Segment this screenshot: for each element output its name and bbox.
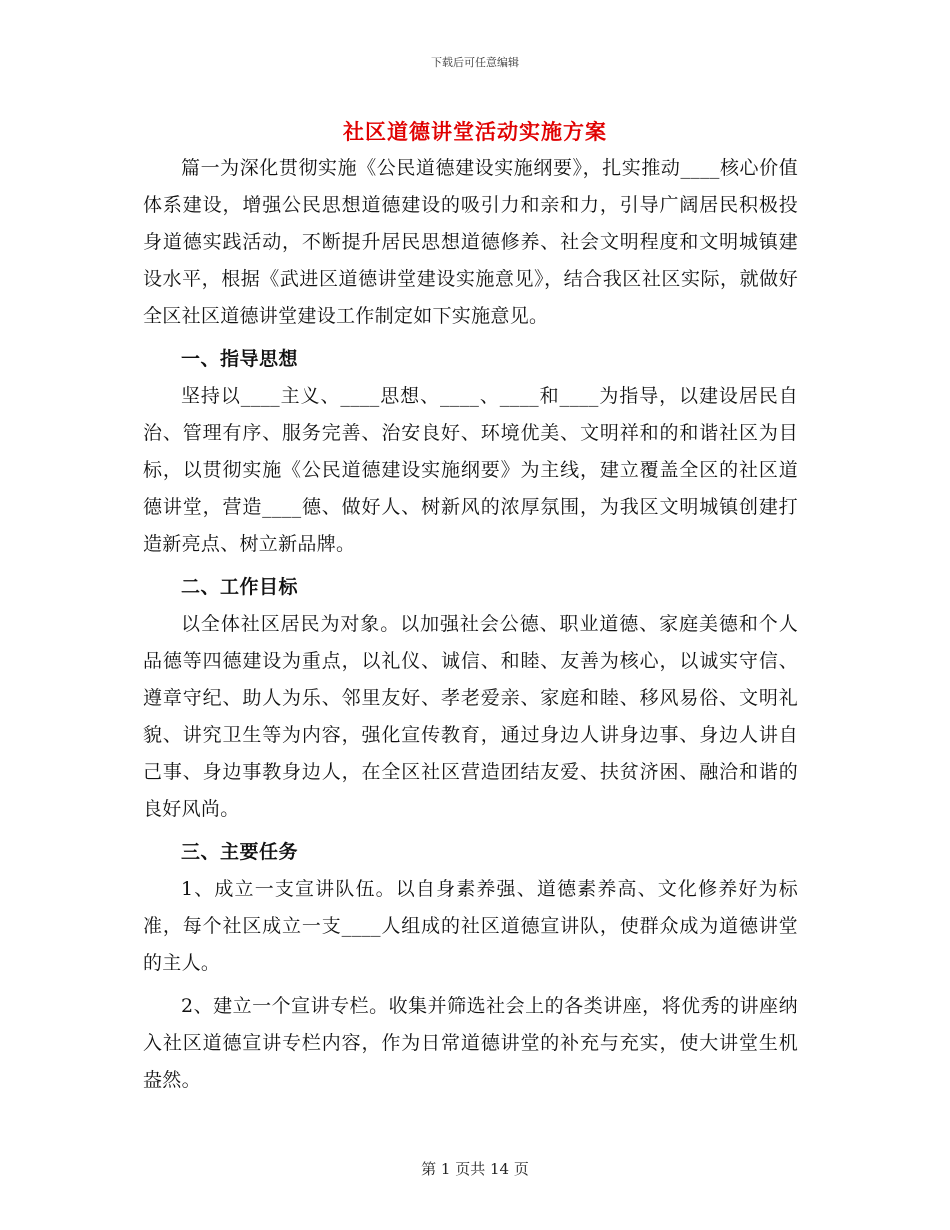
- main-task-paragraph-1: 1、成立一支宣讲队伍。以自身素养强、道德素养高、文化修养好为标准，每个社区成立一支____人组成的社区道德宣讲队，使群众成为道德讲堂的主人。: [143, 878, 798, 974]
- section-heading-main-tasks: 三、主要任务: [181, 841, 299, 863]
- guiding-thought-paragraph: 坚持以____主义、____思想、____、____和____为指导，以建设居民自治、管理有序、服务完善、治安良好、环境优美、文明祥和的和谐社区为目标，以贯彻实施《公民道德建设实施纲要》为主线，建立覆盖全区的社区道德讲堂，营造____德、做好人、树新风的浓厚氛围，为我区文明城镇创建打造新亮点、树立新品牌。: [143, 385, 798, 555]
- section-heading-guiding-thought: 一、指导思想: [181, 348, 299, 370]
- intro-paragraph: 篇一为深化贯彻实施《公民道德建设实施纲要》，扎实推动____核心价值体系建设，增强公民思想道德建设的吸引力和亲和力，引导广阔居民积极投身道德实践活动，不断提升居民思想道德修养、社会文明程度和文明城镇建设水平，根据《武进区道德讲堂建设实施意见》，结合我区社区实际，就做好全区社区道德讲堂建设工作制定如下实施意见。: [143, 157, 798, 327]
- document-body: [143, 150, 798, 1099]
- page-header-note: 下载后可任意编辑: [431, 56, 519, 69]
- section-heading-work-goals: 二、工作目标: [181, 576, 299, 598]
- work-goals-paragraph: 以全体社区居民为对象。以加强社会公德、职业道德、家庭美德和个人品德等四德建设为重点，以礼仪、诚信、和睦、友善为核心，以诚实守信、遵章守纪、助人为乐、邻里友好、孝老爱亲、家庭和睦、移风易俗、文明礼貌、讲究卫生等为内容，强化宣传教育，通过身边人讲身边事、身边人讲自己事、身边事教身边人，在全区社区营造团结友爱、扶贫济困、融洽和谐的良好风尚。: [143, 613, 798, 820]
- page-number-footer: 第 1 页共 14 页: [421, 1160, 529, 1178]
- document-title: 社区道德讲堂活动实施方案: [343, 119, 607, 144]
- main-task-paragraph-2: 2、建立一个宣讲专栏。收集并筛选社会上的各类讲座，将优秀的讲座纳入社区道德宣讲专栏内容，作为日常道德讲堂的补充与充实，使大讲堂生机盎然。: [143, 995, 798, 1091]
